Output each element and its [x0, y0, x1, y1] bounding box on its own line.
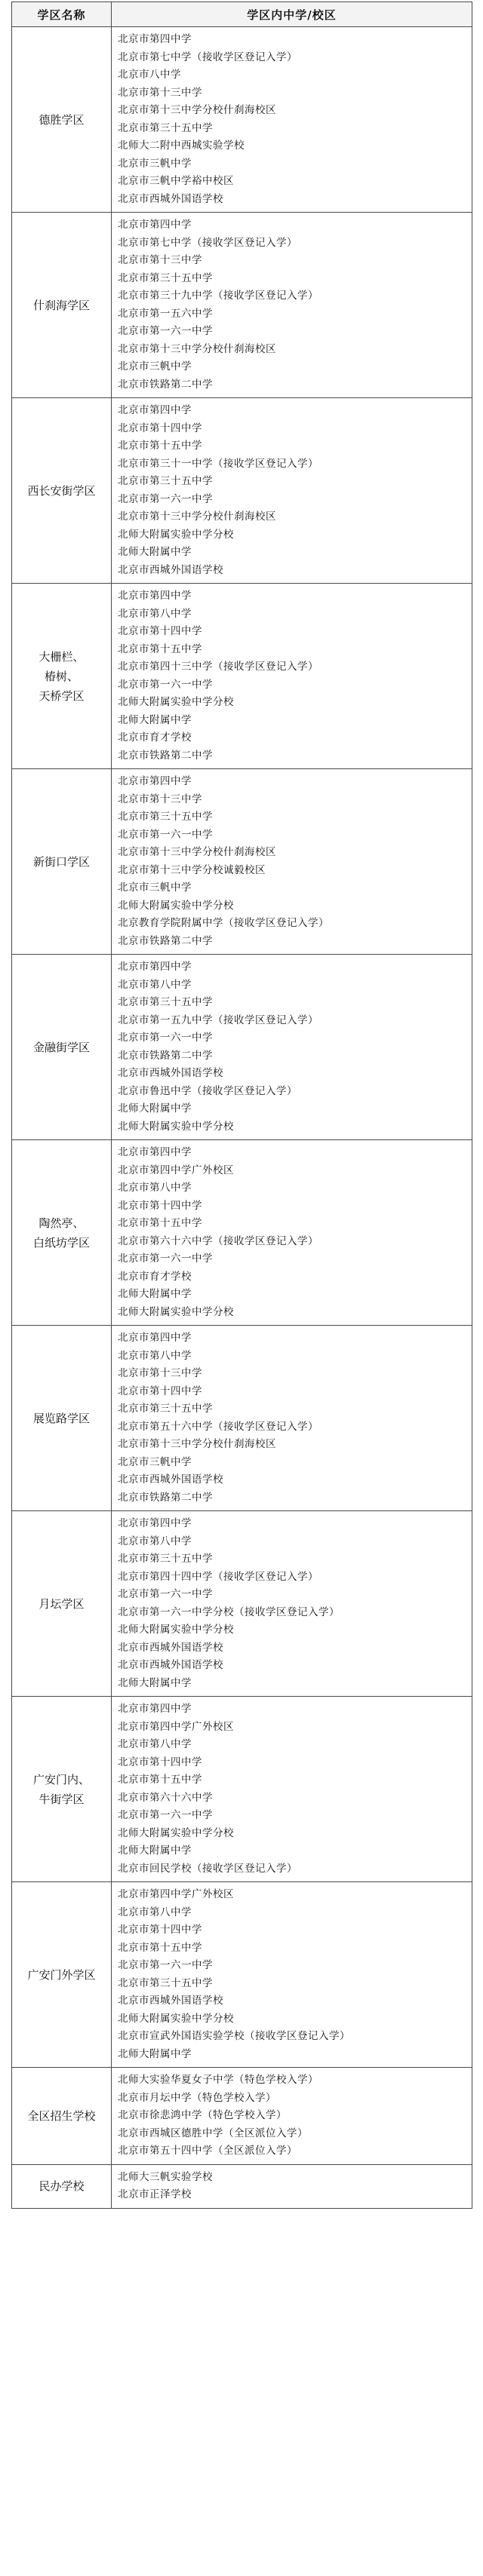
district-name — [12, 1882, 112, 2068]
district-name-line: 大栅栏、 — [38, 649, 85, 664]
school-item: 北京教育学院附属中学（接收学区登记入学） — [118, 917, 329, 929]
school-item: 北京市西城外国语学校 — [118, 563, 223, 576]
district-name — [12, 1511, 112, 1697]
school-item: 北京市第八中学 — [118, 1738, 192, 1750]
school-item: 北京市铁路第二中学 — [118, 378, 213, 391]
district-name-line: 广安门外学区 — [27, 1967, 96, 1982]
district-name-line: 金融街学区 — [32, 1040, 90, 1054]
school-item: 北京市第一六一中学 — [118, 325, 213, 337]
school-item: 北京市第十五中学 — [118, 642, 202, 655]
school-item: 北京市第八中学 — [118, 1906, 192, 1918]
school-item: 北京市第五十四中学（全区派位入学） — [118, 2145, 297, 2157]
district-row — [12, 398, 472, 584]
school-item: 北京市第八中学 — [118, 607, 192, 620]
school-list — [118, 2169, 472, 2204]
school-item: 北京市第八中学 — [118, 1182, 192, 1194]
school-item: 北京市正泽学校 — [118, 2188, 192, 2200]
district-name-line: 月坛学区 — [38, 1596, 85, 1611]
school-item: 北京市第四中学 — [118, 1517, 192, 1529]
district-name — [12, 769, 112, 955]
school-item: 北京市第四中学 — [118, 1703, 192, 1715]
district-name-line: 展览路学区 — [32, 1411, 90, 1425]
school-item: 北京市第十三中学 — [118, 793, 202, 805]
school-item: 北京市第十三中学分校什刹海校区 — [118, 104, 276, 116]
school-item: 北京市第四中学 — [118, 1146, 192, 1158]
school-item: 北京市第十三中学 — [118, 254, 202, 266]
school-list-cell — [112, 2164, 472, 2208]
school-list — [118, 1886, 472, 2063]
school-item: 北京市第一六一中学 — [118, 1032, 213, 1044]
school-item: 北京市西城外国语学校 — [118, 1067, 223, 1079]
school-list — [118, 31, 472, 208]
district-name-line: 牛街学区 — [38, 1792, 85, 1806]
school-list-cell — [112, 1140, 472, 1326]
school-list-cell — [112, 1697, 472, 1882]
school-item: 北京市第四十三中学（接收学区登记入学） — [118, 661, 318, 673]
school-item: 北京市三帆中学 — [118, 360, 192, 373]
school-item: 北京市第一五九中学（接收学区登记入学） — [118, 1014, 318, 1026]
school-item: 北京市铁路第二中学 — [118, 749, 213, 762]
school-item: 北京市第七中学（接收学区登记入学） — [118, 236, 297, 249]
district-name-line: 椿树、 — [44, 669, 78, 683]
district-row — [12, 769, 472, 955]
school-item: 北京市第四中学 — [118, 33, 192, 45]
school-list-cell — [112, 1882, 472, 2068]
school-item: 北京市第十五中学 — [118, 440, 202, 452]
school-item: 北师大附属实验中学分校 — [118, 696, 234, 708]
district-name — [12, 584, 112, 769]
school-item: 北京市第四中学 — [118, 961, 192, 973]
district-row — [12, 584, 472, 769]
header-schools: 学区内中学/校区 — [112, 2, 472, 27]
school-item: 北京市第四中学 — [118, 590, 192, 602]
school-item: 北京市第四中学 — [118, 404, 192, 416]
school-item: 北京市第十三中学 — [118, 86, 202, 99]
district-name-line: 德胜学区 — [38, 112, 85, 127]
school-item: 北京市宣武外国语实验学校（接收学区登记入学） — [118, 2030, 350, 2042]
school-item: 北京市第三十五中学 — [118, 1553, 213, 1565]
school-item: 北京市铁路第二中学 — [118, 1049, 213, 1062]
district-name — [12, 2164, 112, 2208]
school-item: 北京市育才学校 — [118, 1270, 192, 1283]
district-name — [12, 1140, 112, 1326]
school-item: 北师大附属实验中学分校 — [118, 1624, 234, 1636]
school-item: 北师大附属中学 — [118, 1676, 192, 1689]
district-name — [12, 213, 112, 398]
school-item: 北京市第一六一中学 — [118, 1588, 213, 1600]
school-item: 北京市回民学校（接收学区登记入学） — [118, 1862, 297, 1875]
district-name-line: 陶然亭、 — [38, 1216, 85, 1230]
school-item: 北京市西城区德胜中学（全区派位入学） — [118, 2127, 308, 2139]
school-item: 北京市西城外国语学校 — [118, 192, 223, 205]
district-name — [12, 1697, 112, 1882]
school-item: 北京市西城外国语学校 — [118, 1995, 223, 2007]
school-item: 北京市第三十一中学（接收学区登记入学） — [118, 457, 318, 470]
school-item: 北京市第四中学 — [118, 219, 192, 231]
district-name-line: 天桥学区 — [38, 688, 85, 703]
school-list — [118, 1144, 472, 1321]
school-item: 北京市第一六一中学 — [118, 828, 213, 841]
school-item: 北师大二附中西城实验学校 — [118, 140, 245, 152]
school-list-cell — [112, 213, 472, 398]
school-item: 北京市第十三中学分校什刹海校区 — [118, 1438, 276, 1450]
school-item: 北京市第一五六中学 — [118, 307, 213, 320]
school-item: 北京市铁路第二中学 — [118, 934, 213, 947]
school-list-cell — [112, 398, 472, 584]
district-name — [12, 398, 112, 584]
school-item: 北京市第八中学 — [118, 978, 192, 991]
school-item: 北京市第十五中学 — [118, 1217, 202, 1229]
school-item: 北京市第十三中学 — [118, 1367, 202, 1379]
school-item: 北师大实验华夏女子中学（特色学校入学） — [118, 2074, 318, 2086]
school-list-cell — [112, 2068, 472, 2165]
school-item: 北京市西城外国语学校 — [118, 1641, 223, 1654]
school-list-cell — [112, 769, 472, 955]
school-item: 北京市第六十六中学 — [118, 1791, 213, 1804]
school-list-cell — [112, 955, 472, 1140]
school-item: 北京市鲁迅中学（接收学区登记入学） — [118, 1084, 297, 1097]
school-item: 北师大附属实验中学分校 — [118, 899, 234, 912]
school-item: 北京市三帆中学 — [118, 882, 192, 894]
district-row — [12, 955, 472, 1140]
school-list — [118, 1515, 472, 1692]
school-item: 北京市第五十六中学（接收学区登记入学） — [118, 1420, 318, 1433]
school-item: 北京市第十四中学 — [118, 625, 202, 637]
school-list — [118, 216, 472, 394]
school-item: 北京市第四中学广外校区 — [118, 1720, 234, 1733]
district-name-line: 全区招生学校 — [27, 2108, 96, 2123]
school-item: 北京市第十四中学 — [118, 422, 202, 434]
district-row — [12, 1326, 472, 1511]
school-item: 北京市第十四中学 — [118, 1199, 202, 1212]
school-list — [118, 1700, 472, 1878]
school-item: 北师大附属实验中学分校 — [118, 1826, 234, 1839]
school-item: 北京市第一六一中学分校（接收学区登记入学） — [118, 1605, 340, 1618]
school-item: 北京市第四中学 — [118, 775, 192, 787]
school-list — [118, 402, 472, 579]
school-item: 北师大附属中学 — [118, 713, 192, 726]
school-item: 北师大附属实验中学分校 — [118, 528, 234, 541]
district-name-line: 广安门内、 — [32, 1772, 90, 1786]
school-item: 北京市第三十五中学 — [118, 271, 213, 284]
district-rows — [12, 27, 472, 2209]
district-name — [12, 1326, 112, 1511]
school-item: 北京市三帆中学 — [118, 1455, 192, 1468]
school-item: 北京市第三十五中学 — [118, 996, 213, 1008]
school-list-cell — [112, 27, 472, 213]
district-name-line: 什刹海学区 — [32, 298, 90, 312]
district-name-line: 白纸坊学区 — [32, 1235, 90, 1250]
district-row — [12, 1140, 472, 1326]
school-item: 北京市西城外国语学校 — [118, 1659, 223, 1671]
school-item: 北京市铁路第二中学 — [118, 1491, 213, 1504]
school-item: 北师大附属中学 — [118, 1845, 192, 1857]
school-item: 北京市第四中学 — [118, 1332, 192, 1344]
school-list — [118, 773, 472, 950]
school-item: 北京市第八中学 — [118, 1349, 192, 1362]
school-item: 北师大附属中学 — [118, 1288, 192, 1300]
school-item: 北京市第三十五中学 — [118, 475, 213, 487]
school-item: 北师大附属实验中学分校 — [118, 1305, 234, 1318]
school-list — [118, 587, 472, 765]
school-item: 北京市第十四中学 — [118, 1385, 202, 1397]
school-list — [118, 1329, 472, 1507]
school-item: 北京市第八中学 — [118, 1535, 192, 1547]
school-list — [118, 2072, 472, 2160]
school-list-cell — [112, 1326, 472, 1511]
school-item: 北京市西城外国语学校 — [118, 1474, 223, 1486]
school-district-table — [11, 2, 472, 2209]
district-name-line: 民办学校 — [38, 2179, 85, 2193]
district-row — [12, 27, 472, 213]
district-name — [12, 955, 112, 1140]
school-item: 北京市第十三中学分校诚毅校区 — [118, 863, 266, 876]
district-row — [12, 1511, 472, 1697]
school-item: 北京市第六十六中学（接收学区登记入学） — [118, 1234, 318, 1247]
school-list — [118, 958, 472, 1136]
district-row — [12, 213, 472, 398]
district-name — [12, 2068, 112, 2165]
district-row — [12, 2164, 472, 2208]
school-item: 北京市徐悲鸿中学（特色学校入学） — [118, 2109, 287, 2121]
school-item: 北京市第三十五中学 — [118, 1976, 213, 1989]
school-item: 北京市第四十四中学（接收学区登记入学） — [118, 1570, 318, 1583]
school-item: 北师大三帆实验学校 — [118, 2170, 213, 2183]
school-item: 北京市三帆中学 — [118, 157, 192, 170]
school-item: 北京市第十四中学 — [118, 1756, 202, 1768]
school-item: 北京市第三十五中学 — [118, 1403, 213, 1415]
school-item: 北京市月坛中学（特色学校入学） — [118, 2091, 276, 2104]
school-item: 北京市育才学校 — [118, 731, 192, 744]
school-item: 北京市第一六一中学 — [118, 1253, 213, 1265]
school-list-cell — [112, 584, 472, 769]
school-item: 北京市第一六一中学 — [118, 678, 213, 691]
school-item: 北京市第十五中学 — [118, 1774, 202, 1786]
school-item: 北师大附属中学 — [118, 2047, 192, 2060]
school-item: 北师大附属实验中学分校 — [118, 2012, 234, 2025]
school-item: 北师大附属中学 — [118, 546, 192, 558]
school-item: 北京市第十四中学 — [118, 1924, 202, 1936]
school-item: 北京市八中学 — [118, 69, 181, 81]
district-name — [12, 27, 112, 213]
school-item: 北京市第四中学广外校区 — [118, 1888, 234, 1900]
district-name-line: 新街口学区 — [32, 854, 90, 869]
header-district-name: 学区名称 — [12, 2, 112, 27]
district-row — [12, 1697, 472, 1882]
school-item: 北京市第十三中学分校什刹海校区 — [118, 342, 276, 355]
school-item: 北京市第七中学（接收学区登记入学） — [118, 51, 297, 63]
school-item: 北京市第三十九中学（接收学区登记入学） — [118, 290, 318, 302]
school-item: 北京市第十三中学分校什刹海校区 — [118, 511, 276, 523]
school-item: 北京市第一六一中学 — [118, 1809, 213, 1821]
school-item: 北京市第四中学广外校区 — [118, 1164, 234, 1176]
table-header-row — [12, 2, 472, 27]
school-item: 北京市第十三中学分校什刹海校区 — [118, 846, 276, 858]
school-item: 北京市第一六一中学 — [118, 492, 213, 505]
district-row — [12, 1882, 472, 2068]
school-item: 北京市三帆中学裕中校区 — [118, 175, 234, 187]
district-name-line: 西长安街学区 — [27, 483, 96, 498]
school-item: 北京市第三十五中学 — [118, 121, 213, 134]
school-list-cell — [112, 1511, 472, 1697]
school-item: 北师大附属中学 — [118, 1102, 192, 1115]
school-item: 北师大附属实验中学分校 — [118, 1120, 234, 1133]
school-item: 北京市第十五中学 — [118, 1941, 202, 1954]
school-item: 北京市第一六一中学 — [118, 1959, 213, 1971]
school-item: 北京市第三十五中学 — [118, 811, 213, 823]
district-row — [12, 2068, 472, 2165]
